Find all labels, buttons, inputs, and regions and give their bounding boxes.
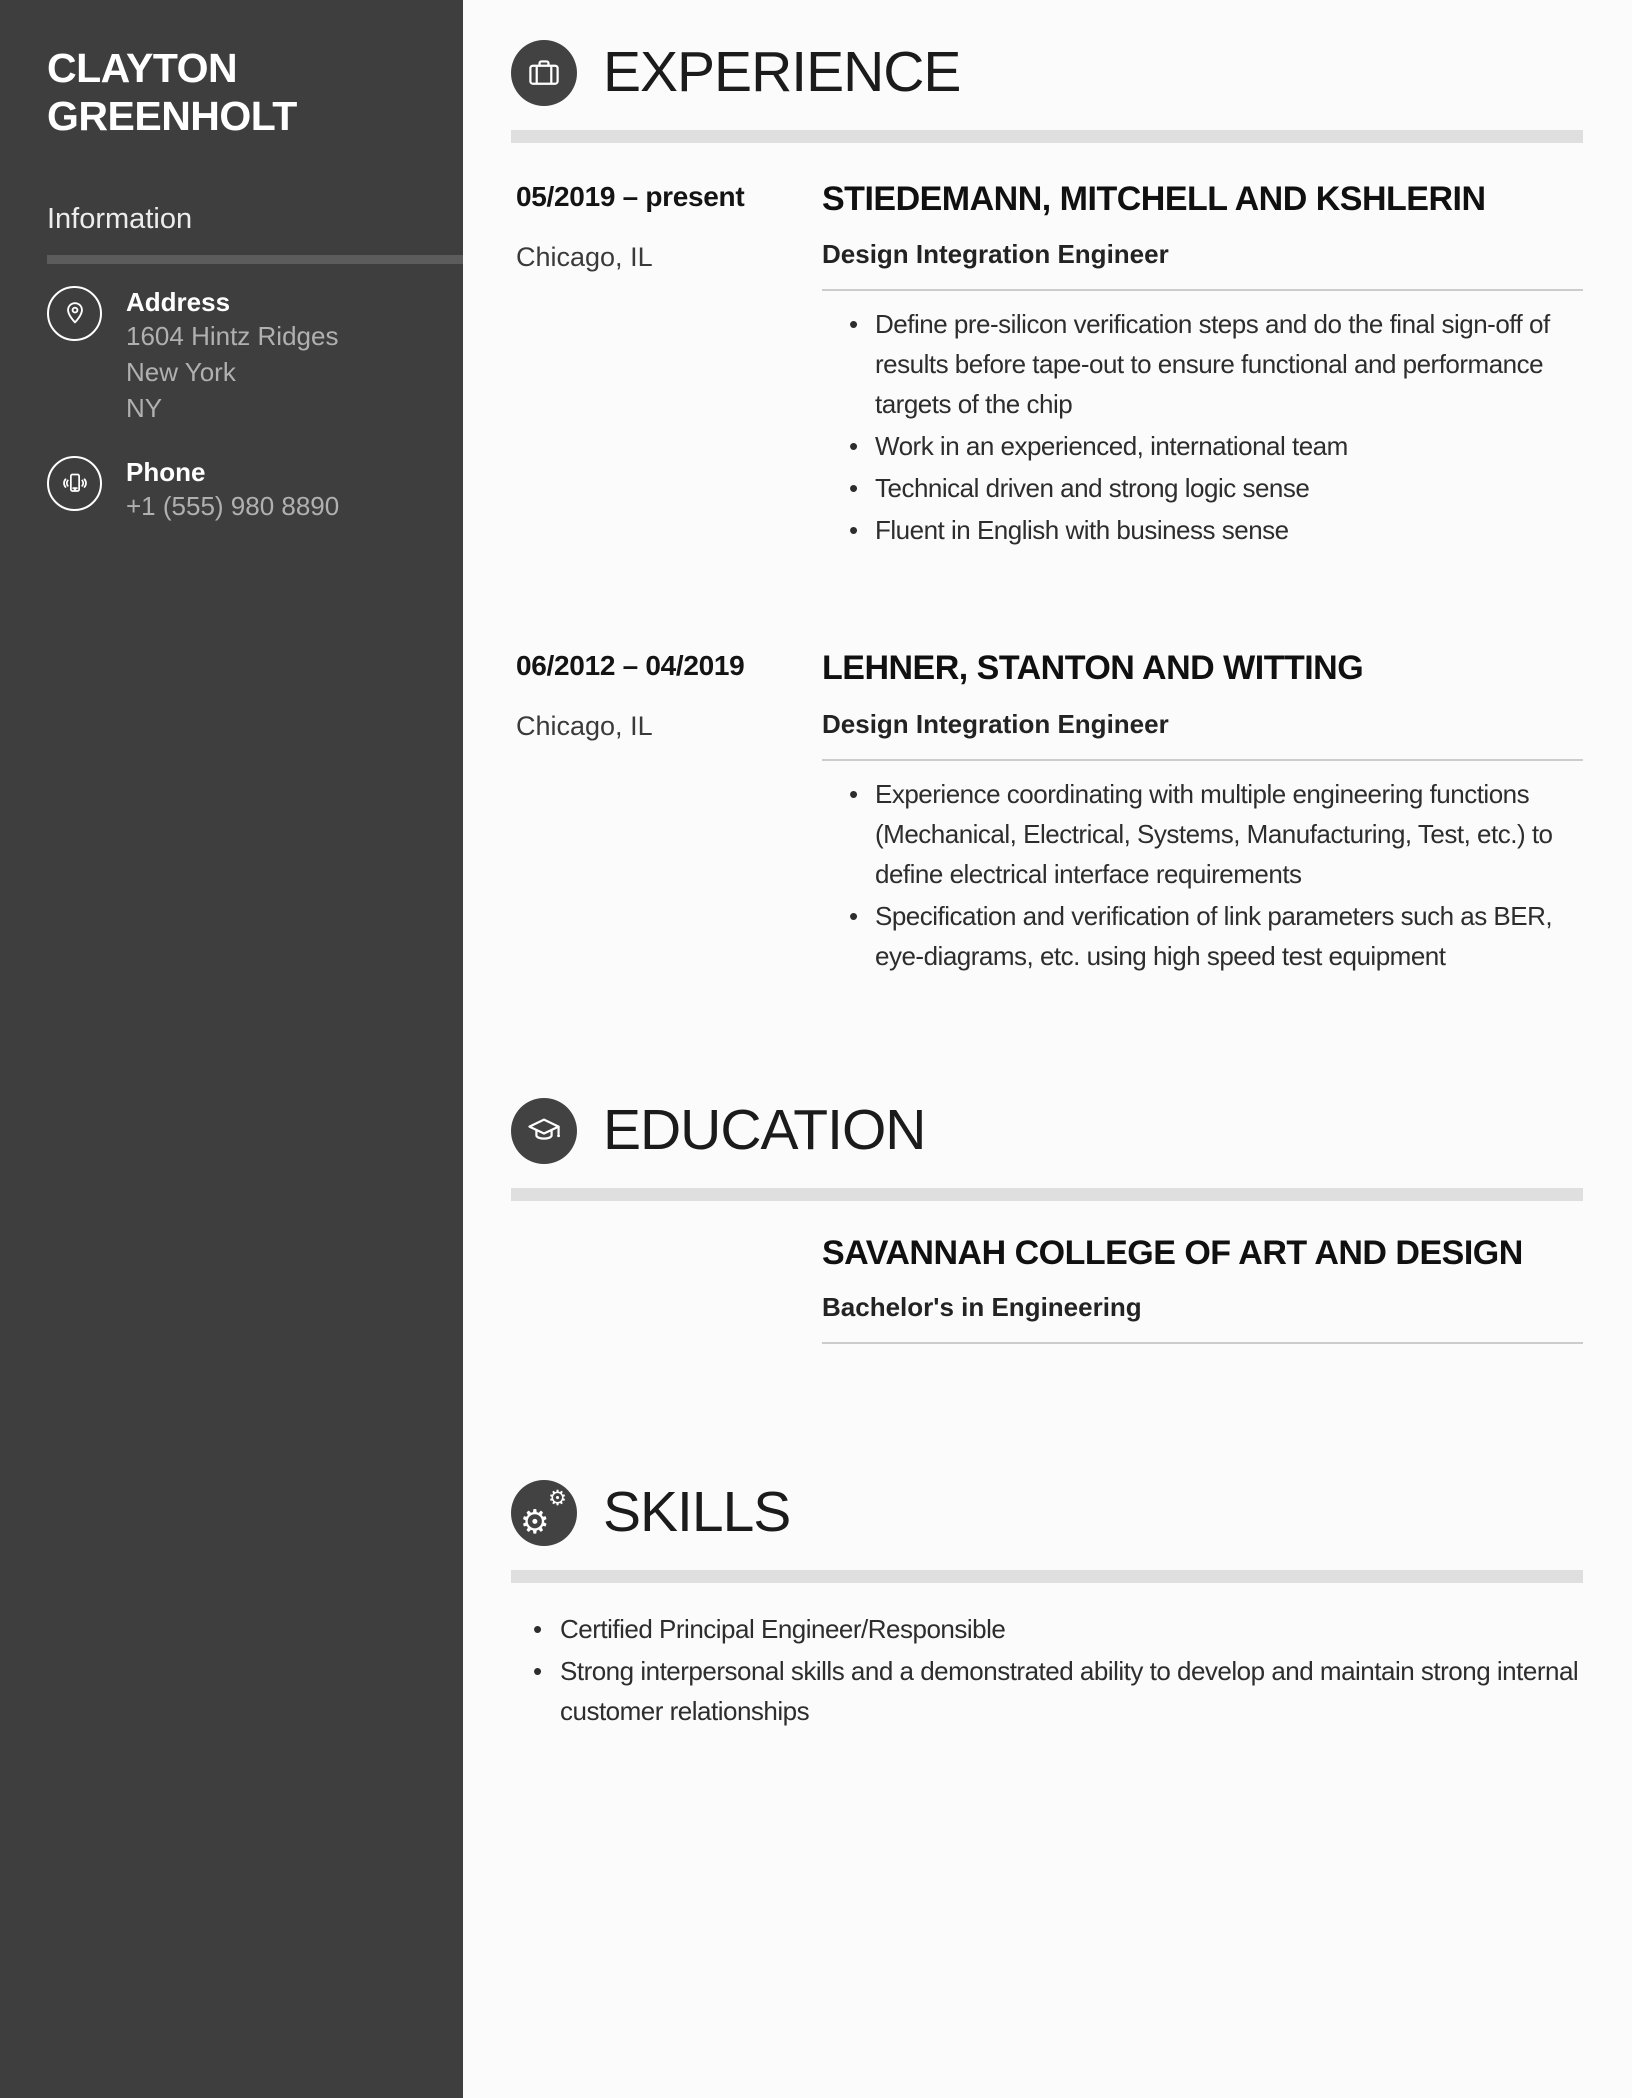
contact-phone	[47, 456, 463, 524]
job-bullet: • Fluent in English with business sense	[822, 510, 1583, 550]
address-line: 1604 Hintz Ridges	[126, 320, 339, 351]
entry-body	[822, 1235, 1583, 1344]
entry-location: Chicago, IL	[516, 242, 653, 272]
sidebar-section-title: Information	[47, 202, 193, 235]
contact-phone-text	[126, 456, 339, 524]
job-title: Design Integration Engineer	[822, 708, 1169, 739]
contact-label: Phone	[126, 456, 206, 487]
job-bullet-list	[822, 774, 1583, 976]
skills-header	[511, 1480, 1583, 1546]
section-title-skills: SKILLS	[603, 1480, 791, 1545]
entry-dates: 05/2019 – present	[516, 181, 745, 212]
entry-body	[822, 650, 1583, 975]
entry-meta	[511, 650, 822, 975]
experience-header	[511, 40, 1583, 106]
sidebar-divider	[47, 255, 463, 264]
company-name: LEHNER, STANTON AND WITTING	[822, 649, 1364, 688]
address-line: New York	[126, 356, 236, 387]
briefcase-icon	[511, 40, 577, 106]
entry-divider	[822, 1342, 1583, 1344]
address-line: NY	[126, 392, 163, 423]
degree-name: Bachelor's in Engineering	[822, 1292, 1142, 1323]
phone-icon	[47, 456, 102, 511]
contact-address-text	[126, 286, 338, 426]
job-bullet: • Work in an experienced, international team	[822, 426, 1583, 466]
gears-icon	[511, 1480, 577, 1546]
school-name: SAVANNAH COLLEGE OF ART AND DESIGN	[822, 1233, 1523, 1272]
contact-address	[47, 286, 463, 426]
job-title: Design Integration Engineer	[822, 239, 1169, 270]
education-header	[511, 1098, 1583, 1164]
gear-large-glyph: ⚙	[520, 1502, 550, 1542]
graduation-cap-icon	[511, 1098, 577, 1164]
contact-label: Address	[126, 286, 231, 317]
entry-location: Chicago, IL	[516, 711, 653, 742]
location-pin-icon	[47, 286, 102, 341]
skill-bullet: • Strong interpersonal skills and a demonstrated ability to develop and maintain strong internal customer relationships	[511, 1651, 1581, 1731]
entry-meta	[511, 181, 822, 550]
entry-divider	[822, 289, 1583, 291]
job-bullet: • Define pre-silicon verification steps and do the final sign-off of results before tape-out to ensure functional and performance targets of the chip	[822, 304, 1583, 424]
section-bar	[511, 1570, 1583, 1583]
job-bullet: • Experience coordinating with multiple engineering functions (Mechanical, Electrical, Systems, Manufacturing, Test, etc.) to define electrical interface requirements	[822, 774, 1583, 894]
section-title-education: EDUCATION	[603, 1097, 926, 1162]
entry-body	[822, 181, 1583, 550]
entry-divider	[822, 759, 1583, 761]
skill-bullet: • Certified Principal Engineer/Responsible	[511, 1609, 1581, 1649]
job-bullet: • Technical driven and strong logic sense	[822, 468, 1583, 508]
skills-section	[511, 1480, 1583, 1731]
entry-meta	[511, 1235, 822, 1344]
skills-bullet-list	[511, 1609, 1581, 1731]
experience-section	[511, 40, 1583, 976]
experience-entry	[511, 181, 1583, 550]
sidebar	[0, 0, 463, 2098]
main-content	[463, 0, 1632, 2098]
job-bullet: • Specification and verification of link parameters such as BER, eye-diagrams, etc. using high speed test equipment	[822, 896, 1583, 976]
education-section	[511, 1098, 1583, 1344]
experience-entry	[511, 650, 1583, 975]
entry-dates: 06/2012 – 04/2019	[516, 650, 745, 682]
education-entry	[511, 1235, 1583, 1344]
job-bullet-list	[822, 304, 1583, 550]
section-bar	[511, 1188, 1583, 1201]
candidate-name: CLAYTON GREENHOLT	[47, 45, 297, 140]
section-title-experience: EXPERIENCE	[603, 40, 961, 105]
gear-small-glyph: ⚙	[548, 1486, 567, 1511]
company-name: STIEDEMANN, MITCHELL AND KSHLERIN	[822, 180, 1486, 218]
phone-number: +1 (555) 980 8890	[126, 490, 340, 521]
section-bar	[511, 130, 1583, 143]
